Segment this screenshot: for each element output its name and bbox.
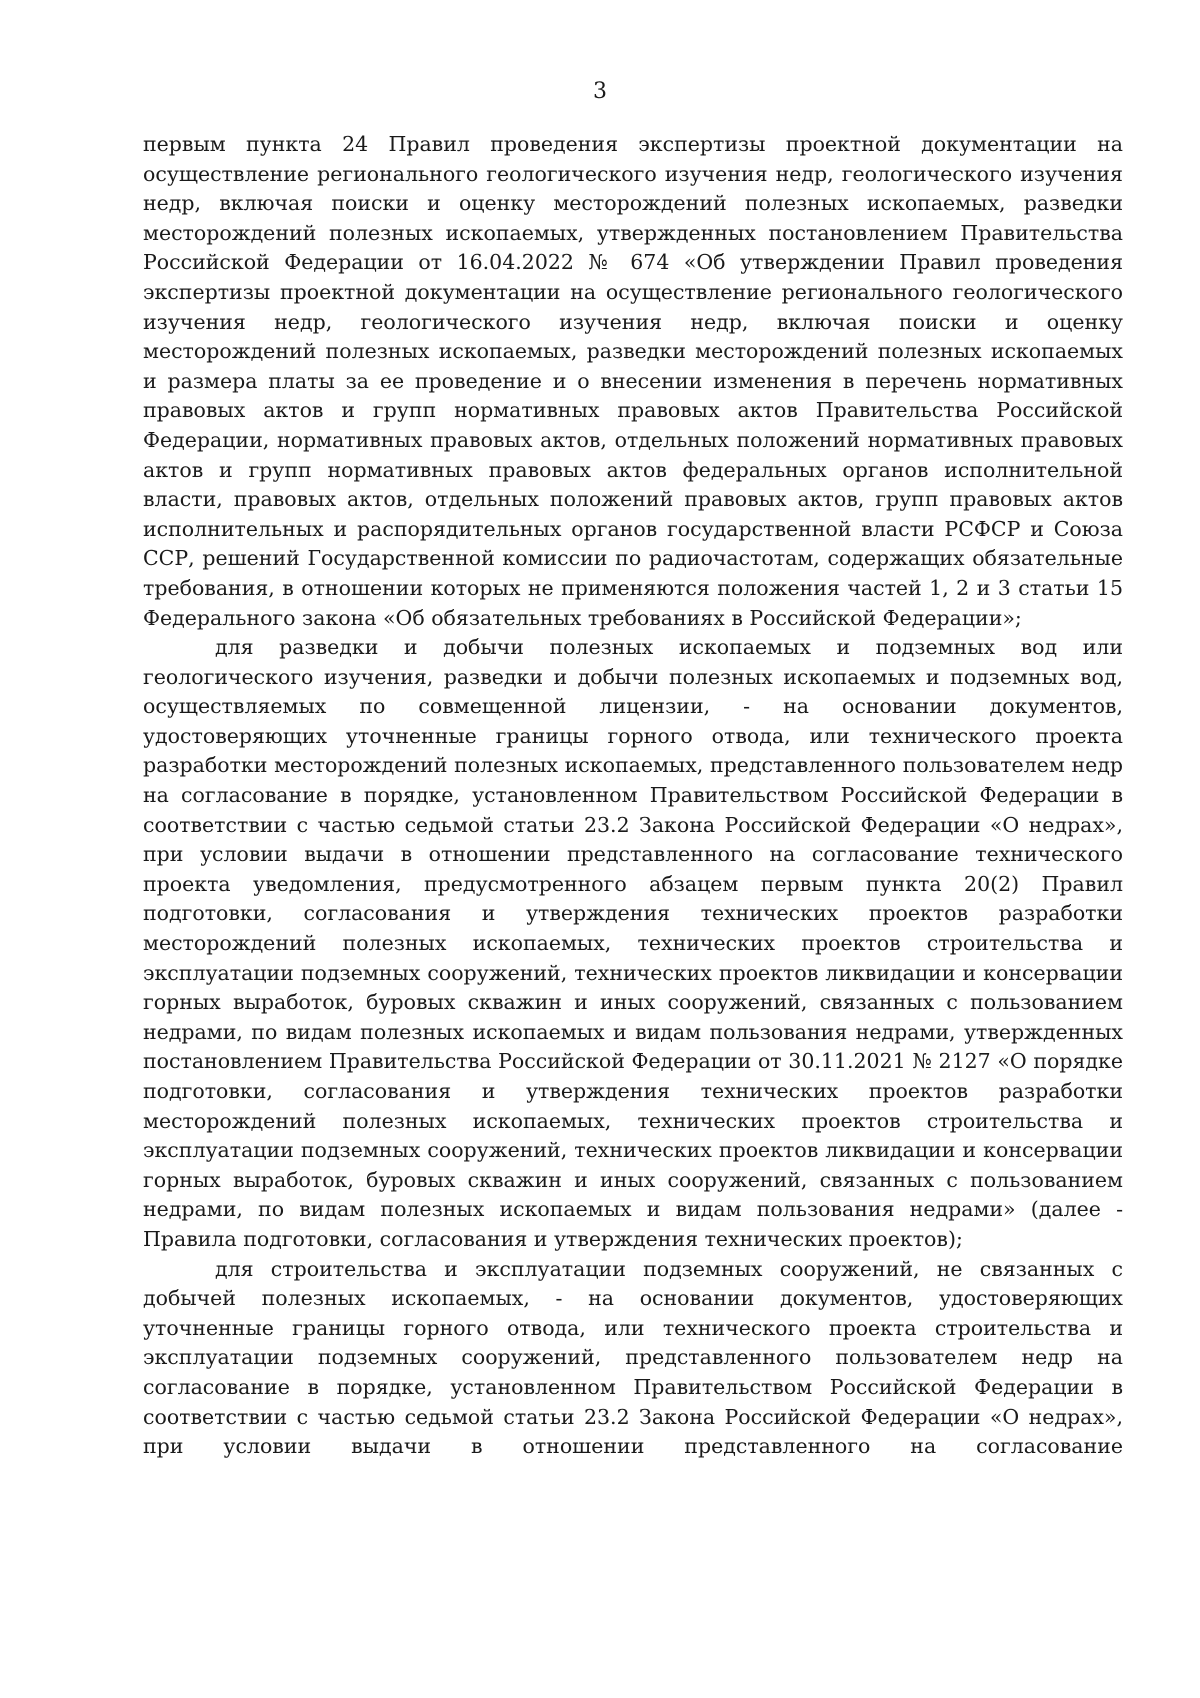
document-body — [143, 130, 1123, 1462]
page-number: 3 — [593, 79, 607, 104]
paragraph-underground-structures: для строительства и эксплуатации подземных сооружений, не связанных с добычей полезных ископаемых, - на основании документов, удостоверяющих уточненные границы горного отвода, или технического проекта строительства и эксплуатации подземных сооружений, представленного пользователем недр на согласование в порядке, установленном Правительством Российской Федерации в соответствии с частью седьмой статьи 23.2 Закона Российской Федерации «О недрах», при условии выдачи в отношении представленного на согласование — [143, 1256, 1123, 1459]
paragraph-continuation: первым пункта 24 Правил проведения экспертизы проектной документации на осуществление регионального геологического изучения недр, геологического изучения недр, включая поиски и оценку месторождений полезных ископаемых, разведки месторождений полезных ископаемых, утвержденных постановлением Правительства Российской Федерации от 16.04.2022 № 674 «Об утверждении Правил проведения экспертизы проектной документации на осуществление регионального геологического изучения недр, геологического изучения недр, включая поиски и оценку месторождений полезных ископаемых, разведки месторождений полезных ископаемых и размера платы за ее проведение и о внесении изменения в перечень нормативных правовых актов и групп нормативных правовых актов Правительства Российской Федерации, нормативных правовых актов, отдельных положений нормативных правовых актов и групп нормативных правовых актов федеральных органов исполнительной власти, правовых актов, отдельных положений правовых актов, групп правовых актов исполнительных и распорядительных органов государственной власти РСФСР и Союза ССР, решений Государственной комиссии по радиочастотам, содержащих обязательные требования, в отношении которых не применяются положения частей 1, 2 и 3 статьи 15 Федерального закона «Об обязательных требованиях в Российской Федерации»; — [143, 132, 1123, 630]
paragraph-exploration-mining: для разведки и добычи полезных ископаемых и подземных вод или геологического изучения, разведки и добычи полезных ископаемых и подземных вод, осуществляемых по совмещенной лицензии, - на основании документов, удостоверяющих уточненные границы горного отвода, или технического проекта разработки месторождений полезных ископаемых, представленного пользователем недр на согласование в порядке, установленном Правительством Российской Федерации в соответствии с частью седьмой статьи 23.2 Закона Российской Федерации «О недрах», при условии выдачи в отношении представленного на согласование технического проекта уведомления, предусмотренного абзацем первым пункта 20(2) Правил подготовки, согласования и утверждения технических проектов разработки месторождений полезных ископаемых, технических проектов строительства и эксплуатации подземных сооружений, технических проектов ликвидации и консервации горных выработок, буровых скважин и иных сооружений, связанных с пользованием недрами, по видам полезных ископаемых и видам пользования недрами, утвержденных постановлением Правительства Российской Федерации от 30.11.2021 № 2127 «О порядке подготовки, согласования и утверждения технических проектов разработки месторождений полезных ископаемых, технических проектов строительства и эксплуатации подземных сооружений, технических проектов ликвидации и консервации горных выработок, буровых скважин и иных сооружений, связанных с пользованием недрами, по видам полезных ископаемых и видам пользования недрами» (далее - Правила подготовки, согласования и утверждения технических проектов); — [143, 635, 1123, 1251]
